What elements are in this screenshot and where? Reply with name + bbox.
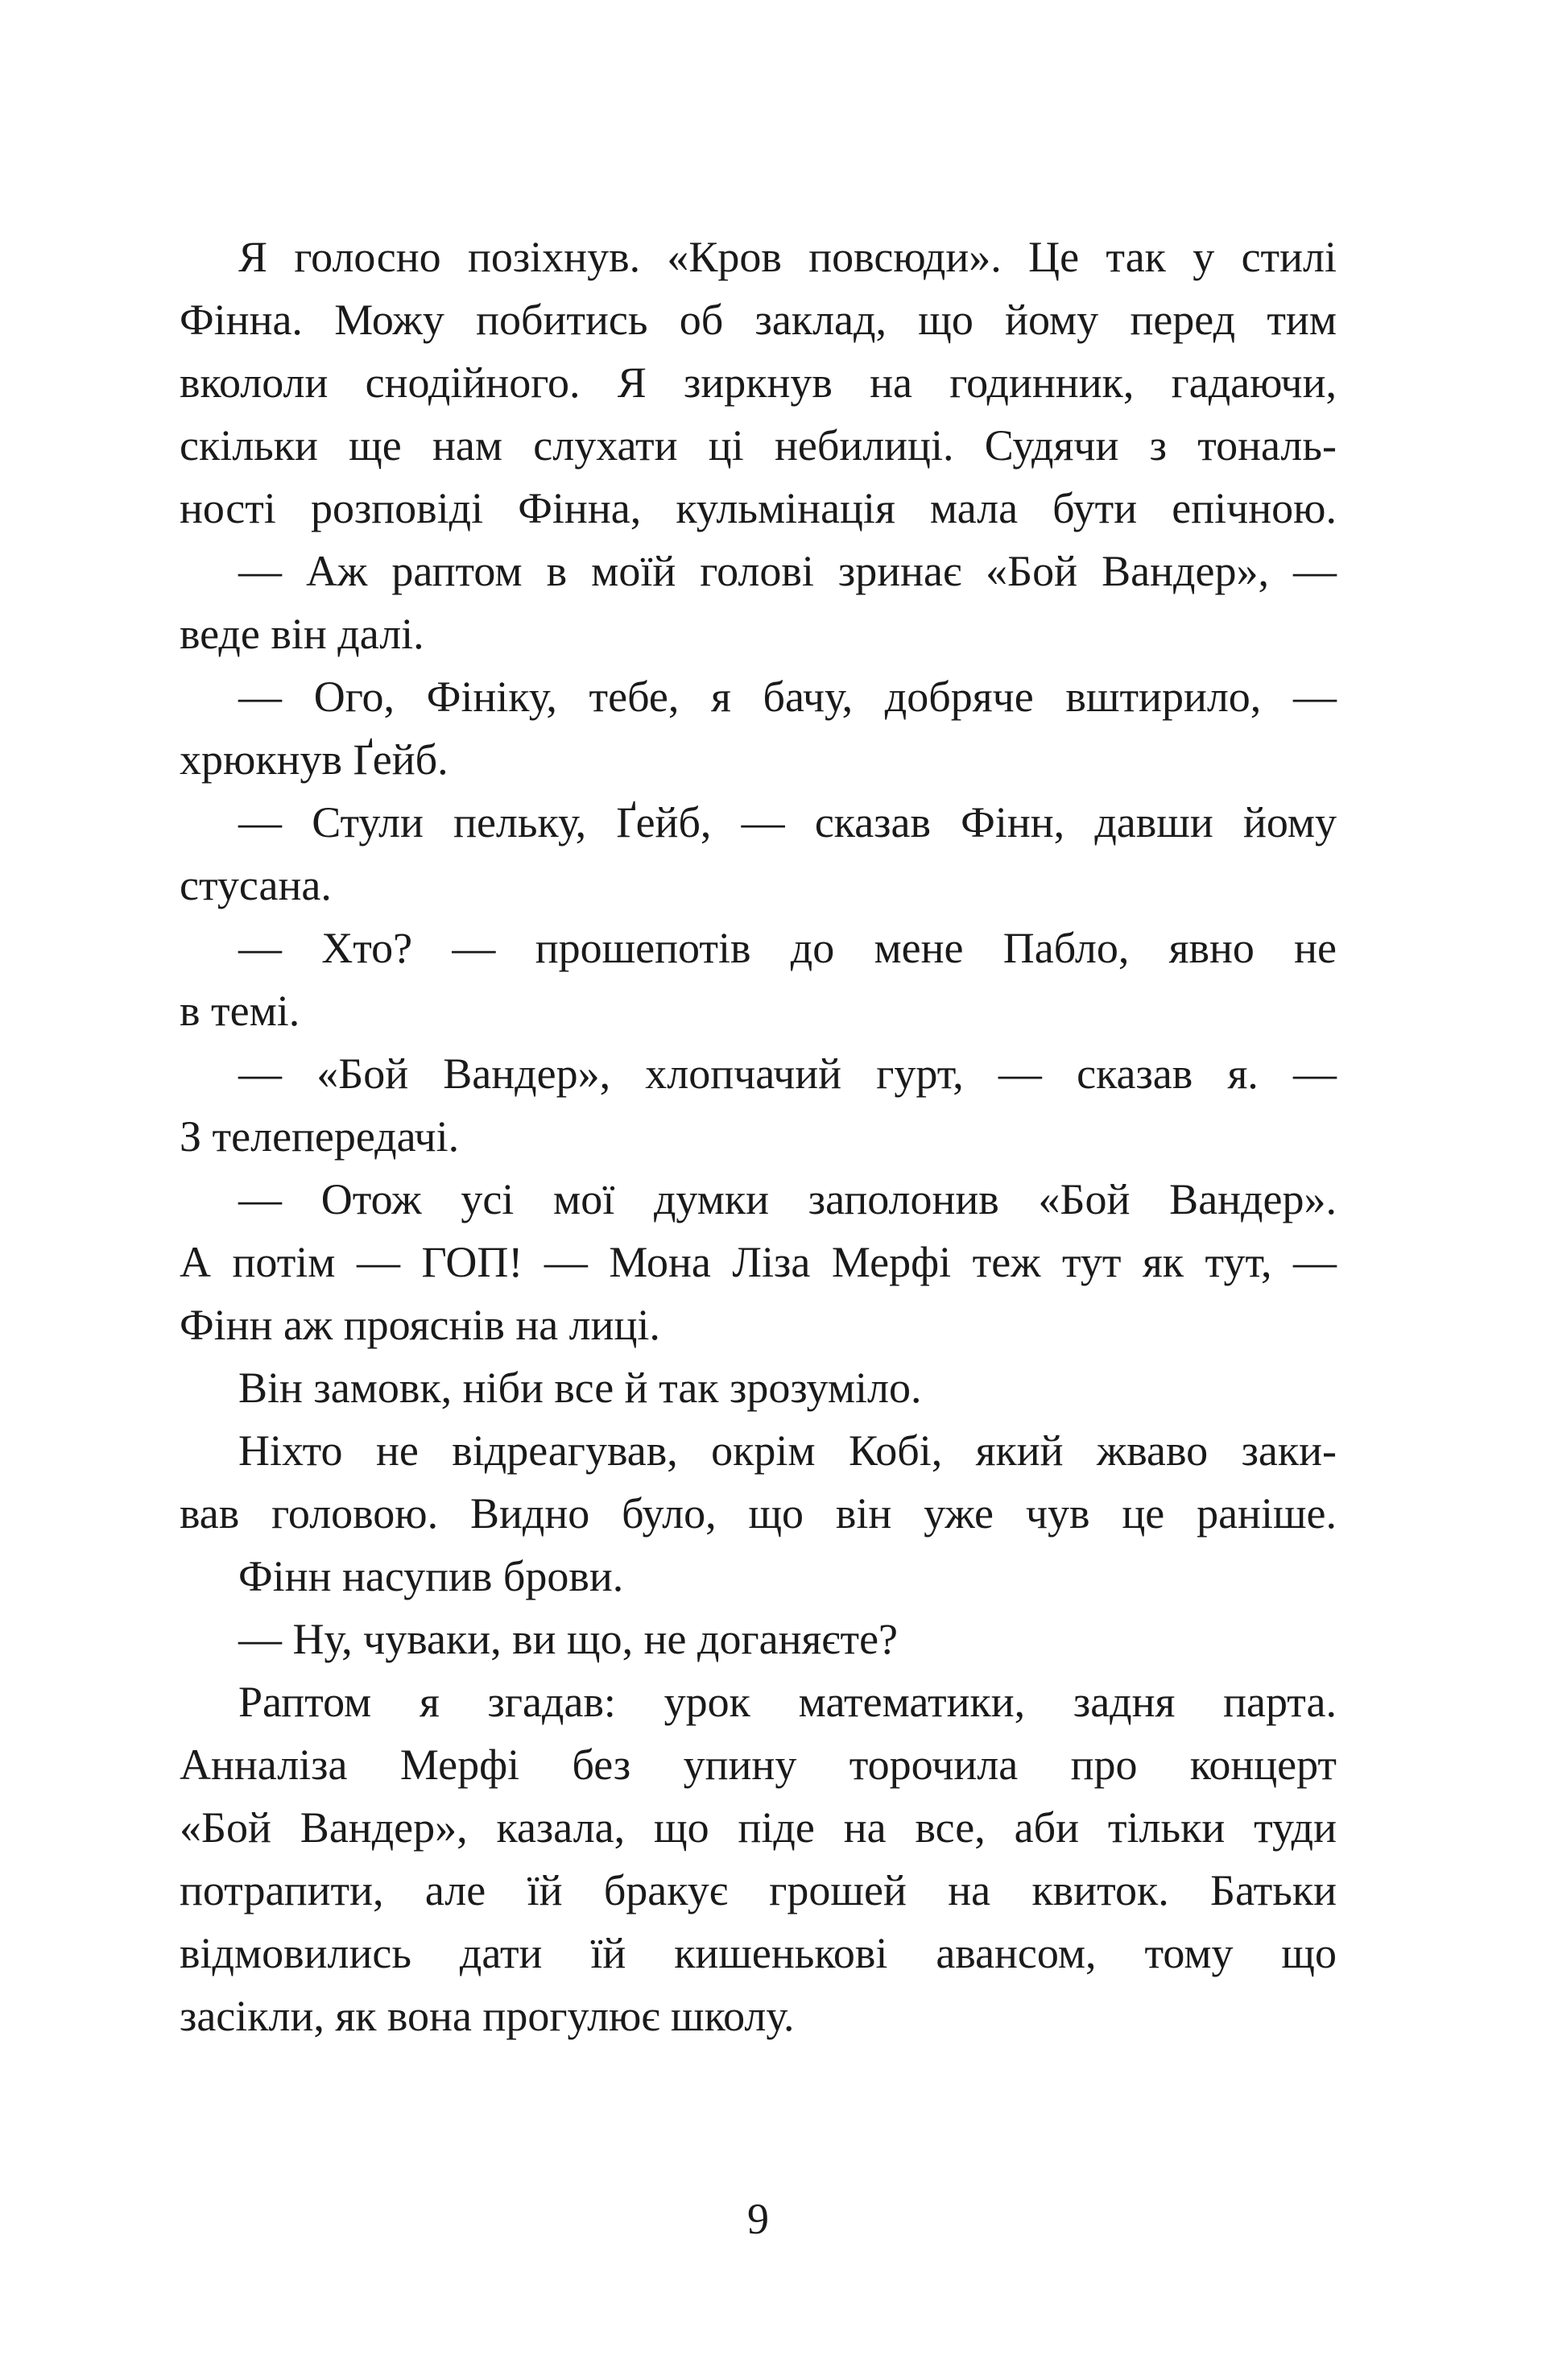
text-line: в темі. xyxy=(180,987,300,1035)
text-line: вкололи снодійного. Я зиркнув на годинник, гадаючи, xyxy=(180,358,1337,407)
text-line: — Ого, Фініку, тебе, я бачу, добряче вштирило, — xyxy=(238,673,1337,721)
text-line: потрапити, але їй бракує грошей на квиток. Батьки xyxy=(180,1866,1337,1914)
text-line: — Стули пельку, Ґейб, — сказав Фінн, давши йому xyxy=(238,798,1337,846)
text-line: скільки ще нам слухати ці небилиці. Судячи з тональ- xyxy=(180,421,1337,470)
text-line: — Отож усі мої думки заполонив «Бой Вандер». xyxy=(238,1175,1337,1223)
text-line: Раптом я згадав: урок математики, задня парта. xyxy=(238,1678,1337,1726)
text-line: Фінн насупив брови. xyxy=(238,1552,624,1600)
text-line: Ніхто не відреагував, окрім Кобі, який жваво заки- xyxy=(238,1426,1337,1475)
text-line: — Хто? — прошепотів до мене Пабло, явно не xyxy=(238,924,1337,972)
text-line: З телепередачі. xyxy=(180,1112,460,1161)
text-line: «Бой Вандер», казала, що піде на все, аби тільки туди xyxy=(180,1803,1337,1852)
text-line: вав головою. Видно було, що він уже чув це раніше. xyxy=(180,1489,1337,1538)
text-line: відмовились дати їй кишенькові авансом, тому що xyxy=(180,1929,1337,1977)
text-line: ності розповіді Фінна, кульмінація мала бути епічною. xyxy=(180,484,1337,532)
text-line: Фінна. Можу побитись об заклад, що йому перед тим xyxy=(180,296,1337,344)
text-line: Я голосно позіхнув. «Кров повсюди». Це так у стилі xyxy=(238,233,1337,281)
text-line: — Ну, чуваки, ви що, не доганяєте? xyxy=(238,1615,899,1663)
text-line: засікли, як вона прогулює школу. xyxy=(180,1992,795,2040)
text-line: А потім — ГОП! — Мона Ліза Мерфі теж тут як тут, — xyxy=(180,1238,1337,1286)
text-line: стусана. xyxy=(180,861,332,909)
text-line: Анналіза Мерфі без упину торочила про концерт xyxy=(180,1741,1337,1789)
text-line: — «Бой Вандер», хлопчачий гурт, — сказав я. — xyxy=(238,1049,1337,1098)
text-line: Він замовк, ніби все й так зрозуміло. xyxy=(238,1364,922,1412)
text-line: Фінн аж прояснів на лиці. xyxy=(180,1301,660,1349)
body-text xyxy=(180,226,1337,2047)
text-line: веде він далі. xyxy=(180,610,424,658)
page-number: 9 xyxy=(747,2195,769,2243)
text-line: — Аж раптом в моїй голові зринає «Бой Вандер», — xyxy=(238,547,1337,595)
text-line: хрюкнув Ґейб. xyxy=(180,735,449,784)
